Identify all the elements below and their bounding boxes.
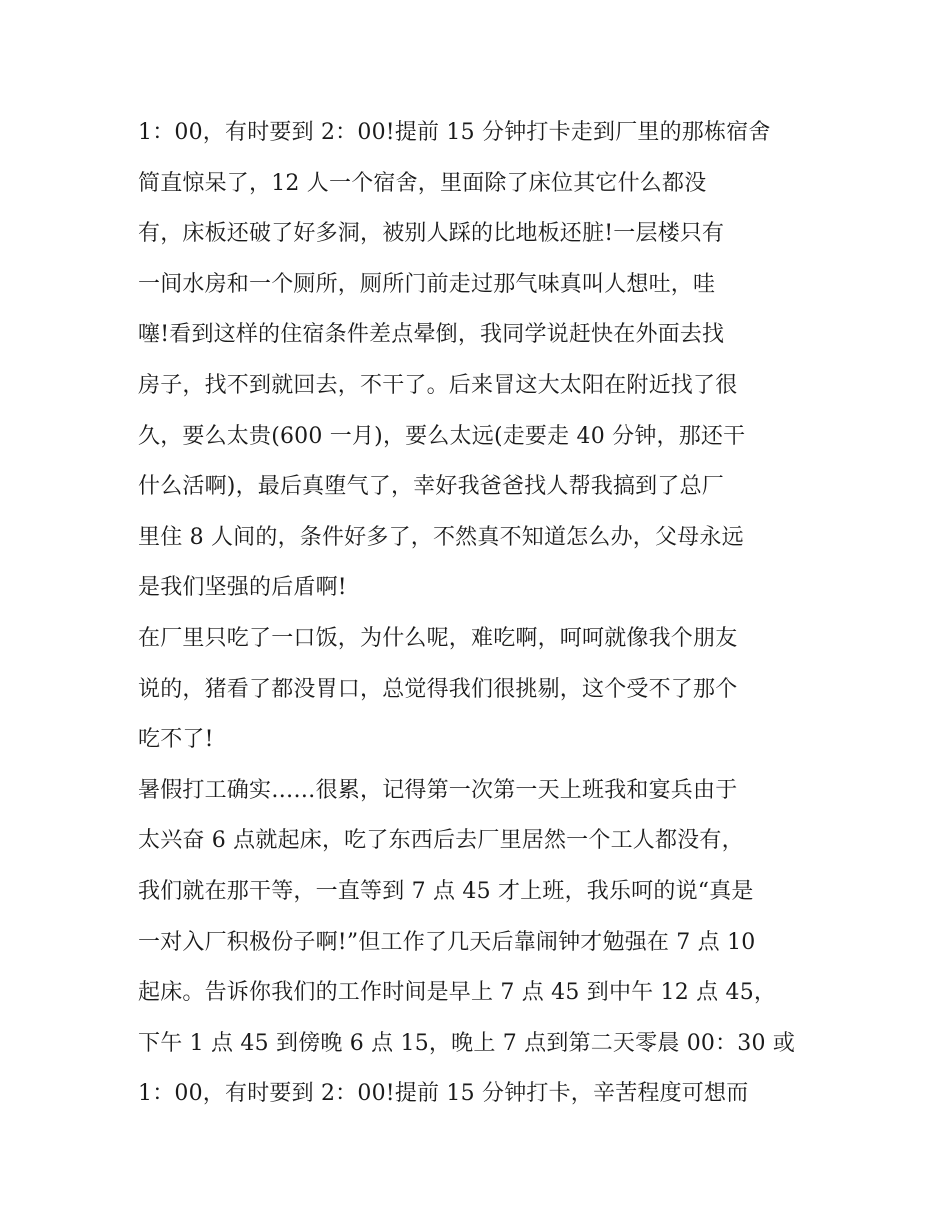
- text-line: 起床。告诉你我们的工作时间是早上 7 点 45 到中午 12 点 45，: [138, 980, 777, 1006]
- text-line: 1：00，有时要到 2：00!提前 15 分钟打卡走到厂里的那栋宿舍: [138, 120, 771, 145]
- body-text: [138, 108, 818, 1120]
- text-line: 久，要么太贵(600 一月)，要么太远(走要走 40 分钟，那还干: [138, 423, 746, 449]
- text-line: 太兴奋 6 点就起床，吃了东西后去厂里居然一个工人都没有，: [138, 828, 744, 854]
- text-line: 里住 8 人间的，条件好多了，不然真不知道怎么办，父母永远: [138, 524, 744, 550]
- text-line: 在厂里只吃了一口饭，为什么呢，难吃啊，呵呵就像我个朋友: [138, 625, 738, 651]
- text-line: 一对入厂积极份子啊!”但工作了几天后靠闹钟才勉强在 7 点 10: [138, 929, 756, 955]
- text-line: 吃不了!: [138, 727, 214, 753]
- text-line: 简直惊呆了，12 人一个宿舍，里面除了床位其它什么都没: [138, 170, 707, 196]
- text-line: 暑假打工确实……很累，记得第一次第一天上班我和宴兵由于: [138, 777, 738, 803]
- text-line: 是我们坚强的后盾啊!: [138, 575, 347, 601]
- text-line: 1：00，有时要到 2：00!提前 15 分钟打卡，辛苦程度可想而: [138, 1081, 749, 1107]
- text-line: 下午 1 点 45 到傍晚 6 点 15，晚上 7 点到第二天零晨 00：30 或: [138, 1030, 796, 1056]
- text-line: 我们就在那干等，一直等到 7 点 45 才上班，我乐呵的说“真是: [138, 878, 754, 904]
- text-line: 一间水房和一个厕所，厕所门前走过那气味真叫人想吐，哇: [138, 271, 716, 297]
- text-line: 噻!看到这样的住宿条件差点晕倒，我同学说赶快在外面去找: [138, 322, 725, 348]
- text-line: 有，床板还破了好多洞，被别人踩的比地板还脏!一层楼只有: [138, 221, 725, 247]
- text-line: 房子，找不到就回去，不干了。后来冒这大太阳在附近找了很: [138, 372, 738, 398]
- text-line: 什么活啊)，最后真堕气了，幸好我爸爸找人帮我搞到了总厂: [138, 474, 724, 500]
- text-line: 说的，猪看了都没胃口，总觉得我们很挑剔，这个受不了那个: [138, 676, 738, 702]
